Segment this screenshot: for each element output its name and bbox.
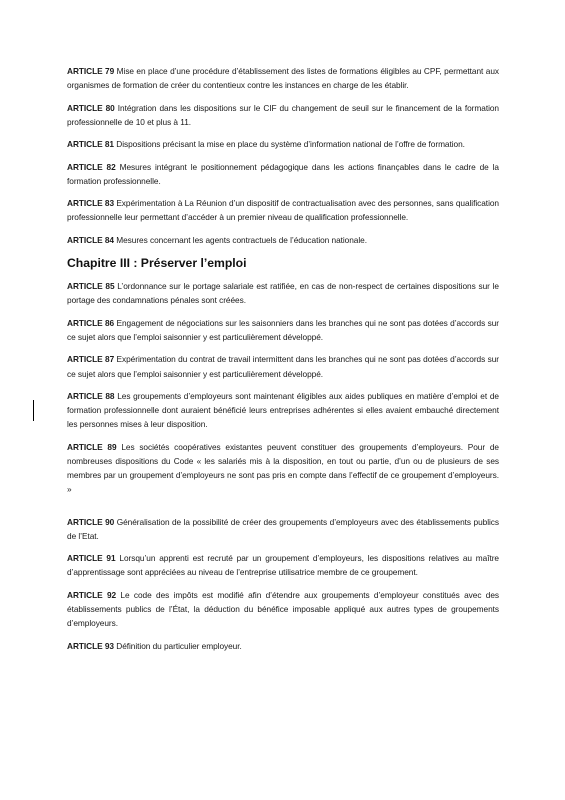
article-90 — [67, 515, 499, 543]
article-text: Lorsqu’un apprenti est recruté par un groupement d’employeurs, les dispositions relatives au maître d’apprentissage sont appréciées au niveau de l’entreprise utilisatrice membre de ce groupement. — [67, 553, 499, 578]
article-text: Dispositions précisant la mise en place du système d’information national de l’offre de formation. — [114, 139, 465, 150]
article-text: Mesures concernant les agents contractuels de l’éducation nationale. — [114, 234, 367, 245]
article-number: ARTICLE 89 — [67, 441, 117, 452]
article-number: ARTICLE 85 — [67, 281, 115, 292]
article-79 — [67, 64, 499, 92]
article-number: ARTICLE 84 — [67, 234, 114, 245]
article-text: Les sociétés coopératives existantes peuvent constituer des groupements d’employeurs. Pour de nombreuses dispositions du Code « les salariés mis à la disposition, en tout ou partie, d’un ou de plusieurs de ses membres par un groupement d’employeurs ne sont pas pris en compte dans l’effectif de ce groupement d’employeurs. » — [67, 441, 499, 495]
article-number: ARTICLE 93 — [67, 640, 114, 651]
article-85 — [67, 279, 499, 307]
article-number: ARTICLE 86 — [67, 317, 115, 328]
article-81 — [67, 137, 499, 151]
article-number: ARTICLE 82 — [67, 161, 116, 172]
article-number: ARTICLE 88 — [67, 390, 115, 401]
article-89 — [67, 440, 499, 497]
article-80 — [67, 101, 499, 129]
article-87 — [67, 352, 499, 380]
article-text: Définition du particulier employeur. — [114, 640, 242, 651]
article-number: ARTICLE 79 — [67, 66, 115, 76]
chapter-heading: Chapitre III : Préserver l’emploi — [67, 256, 247, 271]
article-number: ARTICLE 80 — [67, 102, 115, 113]
article-88 — [67, 389, 499, 432]
article-82 — [67, 160, 499, 188]
article-text: Mesures intégrant le positionnement pédagogique dans les actions finançables dans le cadre de la formation professionnelle. — [67, 161, 499, 186]
article-number: ARTICLE 83 — [67, 198, 115, 209]
article-86 — [67, 316, 499, 344]
article-text: Mise en place d’une procédure d’établissement des listes de formations éligibles au CPF, permettant aux organismes de formation de créer du contentieux contre les instances en charge de les établir. — [67, 66, 499, 91]
article-number: ARTICLE 92 — [67, 589, 117, 600]
article-number: ARTICLE 87 — [67, 354, 115, 365]
article-number: ARTICLE 90 — [67, 516, 115, 527]
article-text: Le code des impôts est modifié afin d’étendre aux groupements d’employeur constitués avec des établissements publics de l’État, la déduction du bénéfice imposable appliqué aux autres types de groupements d’employeurs. — [67, 589, 499, 629]
article-number: ARTICLE 91 — [67, 553, 116, 564]
article-93 — [67, 639, 499, 653]
article-91 — [67, 551, 499, 579]
article-text: Engagement de négociations sur les saisonniers dans les branches qui ne sont pas dotées d’accords sur ce sujet alors que l’emploi saisonnier y est particulièrement développé. — [67, 317, 499, 342]
article-text: Généralisation de la possibilité de créer des groupements d’employeurs avec des établissements publics de l’Etat. — [67, 516, 499, 541]
article-text: L’ordonnance sur le portage salariale est ratifiée, en cas de non-respect de certaines dispositions sur le portage des condamnations pénales sont créées. — [67, 281, 499, 306]
article-83 — [67, 196, 499, 224]
article-text: Expérimentation du contrat de travail intermittent dans les branches qui ne sont pas dotées d’accords sur ce sujet alors que l’emploi saisonnier y est particulièrement développé. — [67, 354, 499, 379]
article-number: ARTICLE 81 — [67, 139, 114, 150]
article-84 — [67, 233, 499, 247]
article-92 — [67, 588, 499, 631]
article-text: Intégration dans les dispositions sur le CIF du changement de seuil sur le financement de la formation professionnelle de 10 et plus à 11. — [67, 102, 499, 127]
article-text: Les groupements d’employeurs sont maintenant éligibles aux aides publiques en matière d’emploi et de formation professionnelle dont auraient bénéficié leurs entreprises adhérentes si elles avaient embauché directement les personnes mises à leur disposition. — [67, 390, 499, 430]
text-cursor — [33, 400, 34, 421]
article-text: Expérimentation à La Réunion d’un dispositif de contractualisation avec des personnes, sans qualification professionnelle leur permettant d’accéder à un premier niveau de qualification professionnelle. — [67, 198, 499, 223]
document-body — [67, 64, 499, 661]
